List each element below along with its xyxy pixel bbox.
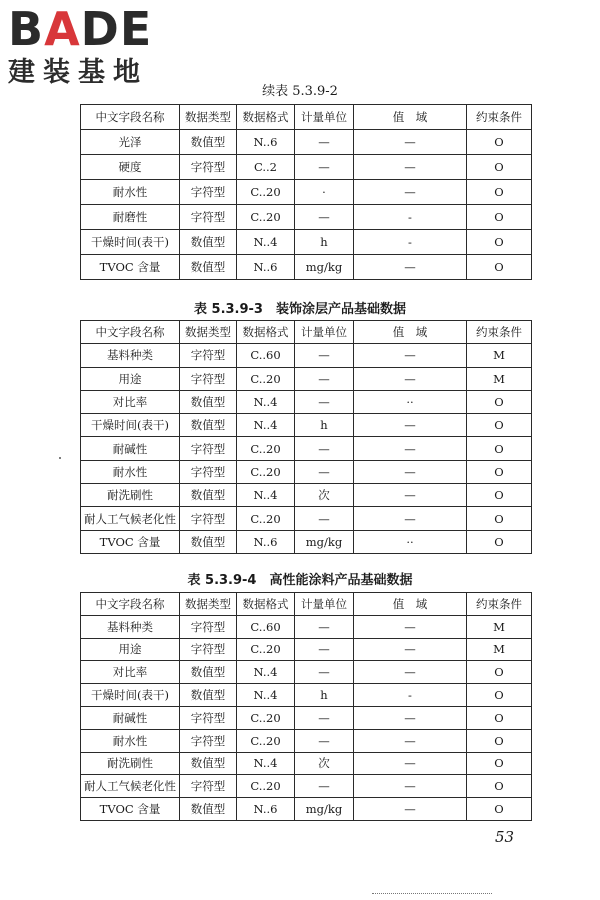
cell-data-type: 字符型 [180, 706, 237, 729]
header-field-name: 中文字段名称 [81, 321, 180, 344]
cell-data-format: N..4 [237, 684, 295, 707]
header-constraint: 约束条件 [467, 105, 532, 130]
header-value-domain: 值 域 [354, 321, 467, 344]
cell-data-type: 数值型 [180, 414, 237, 437]
cell-value-domain: - [354, 205, 467, 230]
cell-value-domain: — [354, 367, 467, 390]
cell-unit: — [295, 661, 354, 684]
cell-unit: — [295, 775, 354, 798]
header-data-format: 数据格式 [237, 321, 295, 344]
data-table-3 [80, 592, 532, 821]
table-row [81, 638, 532, 661]
cell-data-format: C..20 [237, 775, 295, 798]
cell-field-name: 耐洗刷性 [81, 484, 180, 507]
cell-unit: — [295, 155, 354, 180]
cell-unit: mg/kg [295, 530, 354, 553]
table-row [81, 684, 532, 707]
table-row [81, 205, 532, 230]
cell-value-domain: — [354, 460, 467, 483]
cell-data-type: 数值型 [180, 484, 237, 507]
header-field-name: 中文字段名称 [81, 593, 180, 616]
cell-data-type: 数值型 [180, 752, 237, 775]
logo-letters-de: DE [80, 2, 153, 56]
table-row [81, 367, 532, 390]
cell-field-name: 用途 [81, 638, 180, 661]
cell-data-format: C..60 [237, 615, 295, 638]
cell-value-domain: — [354, 255, 467, 280]
cell-field-name: 干燥时间(表干) [81, 684, 180, 707]
cell-field-name: 耐水性 [81, 729, 180, 752]
table-row [81, 798, 532, 821]
cell-constraint: M [467, 638, 532, 661]
table-header-row [81, 321, 532, 344]
table-row [81, 180, 532, 205]
cell-unit: · [295, 180, 354, 205]
cell-field-name: 用途 [81, 367, 180, 390]
cell-data-type: 数值型 [180, 684, 237, 707]
cell-field-name: 对比率 [81, 390, 180, 413]
cell-data-format: N..4 [237, 661, 295, 684]
cell-data-format: N..4 [237, 414, 295, 437]
cell-data-format: C..20 [237, 507, 295, 530]
header-unit: 计量单位 [295, 105, 354, 130]
cell-data-format: C..20 [237, 367, 295, 390]
cell-constraint: O [467, 155, 532, 180]
table-row [81, 729, 532, 752]
cell-value-domain: — [354, 414, 467, 437]
header-field-name: 中文字段名称 [81, 105, 180, 130]
cell-data-format: C..20 [237, 706, 295, 729]
table-row [81, 155, 532, 180]
cell-constraint: O [467, 661, 532, 684]
cell-constraint: M [467, 344, 532, 367]
cell-unit: — [295, 130, 354, 155]
cell-field-name: 耐水性 [81, 460, 180, 483]
table-row [81, 460, 532, 483]
cell-field-name: 基料种类 [81, 344, 180, 367]
header-constraint: 约束条件 [467, 593, 532, 616]
cell-value-domain: — [354, 155, 467, 180]
table-row [81, 414, 532, 437]
cell-value-domain: - [354, 230, 467, 255]
cell-data-type: 数值型 [180, 230, 237, 255]
cell-unit: — [295, 390, 354, 413]
table-row [81, 390, 532, 413]
logo-wordmark [8, 4, 178, 54]
cell-unit: 次 [295, 752, 354, 775]
cell-data-type: 数值型 [180, 130, 237, 155]
cell-field-name: 干燥时间(表干) [81, 230, 180, 255]
cell-value-domain: — [354, 706, 467, 729]
cell-value-domain: — [354, 130, 467, 155]
cell-data-format: C..20 [237, 729, 295, 752]
cell-unit: — [295, 615, 354, 638]
cell-data-format: N..4 [237, 230, 295, 255]
cell-value-domain: — [354, 752, 467, 775]
cell-constraint: O [467, 530, 532, 553]
table-caption-3: 表 5.3.9-4 高性能涂料产品基础数据 [187, 573, 413, 588]
table-row [81, 344, 532, 367]
cell-constraint: O [467, 205, 532, 230]
cell-data-type: 字符型 [180, 729, 237, 752]
cell-unit: mg/kg [295, 798, 354, 821]
table-row [81, 752, 532, 775]
cell-value-domain: — [354, 484, 467, 507]
cell-field-name: 耐磨性 [81, 205, 180, 230]
cell-constraint: M [467, 367, 532, 390]
cell-constraint: O [467, 414, 532, 437]
table-row [81, 130, 532, 155]
cell-value-domain: ·· [354, 390, 467, 413]
header-constraint: 约束条件 [467, 321, 532, 344]
cell-field-name: 硬度 [81, 155, 180, 180]
table-row [81, 437, 532, 460]
cell-constraint: O [467, 706, 532, 729]
cell-constraint: O [467, 775, 532, 798]
cell-field-name: 耐水性 [81, 180, 180, 205]
cell-constraint: O [467, 255, 532, 280]
cell-data-type: 数值型 [180, 530, 237, 553]
cell-data-type: 数值型 [180, 798, 237, 821]
cell-data-type: 数值型 [180, 255, 237, 280]
cell-value-domain: — [354, 775, 467, 798]
logo-letter-b: B [8, 2, 45, 56]
cell-data-format: C..20 [237, 437, 295, 460]
cell-data-type: 字符型 [180, 507, 237, 530]
cell-data-type: 字符型 [180, 205, 237, 230]
cell-value-domain: — [354, 437, 467, 460]
cell-data-type: 字符型 [180, 775, 237, 798]
table-row [81, 775, 532, 798]
cell-field-name: 耐洗刷性 [81, 752, 180, 775]
table-row [81, 706, 532, 729]
header-value-domain: 值 域 [354, 593, 467, 616]
cell-constraint: O [467, 437, 532, 460]
cell-constraint: O [467, 729, 532, 752]
cell-data-format: C..2 [237, 155, 295, 180]
cell-field-name: 耐人工气候老化性 [81, 507, 180, 530]
cell-data-type: 字符型 [180, 615, 237, 638]
scan-dot [59, 457, 61, 459]
cell-field-name: 耐人工气候老化性 [81, 775, 180, 798]
cell-field-name: 耐碱性 [81, 437, 180, 460]
cell-unit: 次 [295, 484, 354, 507]
page-number: 53 [495, 828, 515, 846]
cell-unit: — [295, 460, 354, 483]
cell-constraint: O [467, 684, 532, 707]
cell-data-format: C..60 [237, 344, 295, 367]
cell-field-name: 基料种类 [81, 615, 180, 638]
table-caption-2: 表 5.3.9-3 装饰涂层产品基础数据 [194, 302, 406, 317]
table-row [81, 530, 532, 553]
data-table-2 [80, 320, 532, 554]
cell-unit: — [295, 729, 354, 752]
table-row [81, 615, 532, 638]
table-row [81, 230, 532, 255]
header-unit: 计量单位 [295, 321, 354, 344]
cell-field-name: TVOC 含量 [81, 798, 180, 821]
cell-unit: — [295, 706, 354, 729]
cell-unit: — [295, 507, 354, 530]
cell-data-type: 字符型 [180, 638, 237, 661]
cell-constraint: O [467, 230, 532, 255]
cell-data-format: C..20 [237, 205, 295, 230]
cell-data-type: 数值型 [180, 390, 237, 413]
cell-data-type: 数值型 [180, 661, 237, 684]
header-data-type: 数据类型 [180, 105, 237, 130]
cell-constraint: O [467, 180, 532, 205]
cell-value-domain: ·· [354, 530, 467, 553]
cell-unit: h [295, 230, 354, 255]
header-unit: 计量单位 [295, 593, 354, 616]
cell-unit: — [295, 367, 354, 390]
cell-data-format: N..4 [237, 484, 295, 507]
cell-constraint: O [467, 507, 532, 530]
header-data-type: 数据类型 [180, 321, 237, 344]
cell-value-domain: — [354, 661, 467, 684]
cell-constraint: O [467, 752, 532, 775]
logo-letter-a: A [44, 2, 81, 56]
cell-data-format: N..6 [237, 530, 295, 553]
header-data-type: 数据类型 [180, 593, 237, 616]
cell-value-domain: — [354, 798, 467, 821]
cell-data-format: N..4 [237, 752, 295, 775]
cell-value-domain: — [354, 344, 467, 367]
cell-constraint: O [467, 460, 532, 483]
cell-data-type: 字符型 [180, 155, 237, 180]
logo-subtitle: 建装基地 [8, 57, 148, 88]
cell-unit: — [295, 205, 354, 230]
cell-field-name: TVOC 含量 [81, 530, 180, 553]
bottom-rule [372, 893, 492, 894]
cell-unit: — [295, 638, 354, 661]
cell-field-name: 光泽 [81, 130, 180, 155]
cell-data-type: 字符型 [180, 180, 237, 205]
cell-data-format: C..20 [237, 460, 295, 483]
cell-constraint: O [467, 798, 532, 821]
cell-value-domain: — [354, 180, 467, 205]
cell-constraint: O [467, 484, 532, 507]
cell-value-domain: — [354, 615, 467, 638]
cell-data-type: 字符型 [180, 437, 237, 460]
cell-field-name: 对比率 [81, 661, 180, 684]
table-row [81, 661, 532, 684]
table-header-row [81, 593, 532, 616]
cell-field-name: TVOC 含量 [81, 255, 180, 280]
cell-data-format: N..6 [237, 798, 295, 821]
header-value-domain: 值 域 [354, 105, 467, 130]
cell-data-format: C..20 [237, 638, 295, 661]
cell-unit: — [295, 437, 354, 460]
cell-value-domain: — [354, 729, 467, 752]
cell-data-format: N..6 [237, 130, 295, 155]
cell-data-type: 字符型 [180, 460, 237, 483]
cell-data-type: 字符型 [180, 344, 237, 367]
cell-data-type: 字符型 [180, 367, 237, 390]
table-row [81, 255, 532, 280]
cell-constraint: O [467, 130, 532, 155]
table-row [81, 484, 532, 507]
cell-unit: mg/kg [295, 255, 354, 280]
cell-unit: h [295, 684, 354, 707]
cell-data-format: C..20 [237, 180, 295, 205]
cell-value-domain: — [354, 638, 467, 661]
data-table-1 [80, 104, 532, 280]
cell-value-domain: - [354, 684, 467, 707]
table-header-row [81, 105, 532, 130]
table-row [81, 507, 532, 530]
cell-data-format: N..6 [237, 255, 295, 280]
cell-data-format: N..4 [237, 390, 295, 413]
cell-unit: h [295, 414, 354, 437]
cell-constraint: O [467, 390, 532, 413]
cell-field-name: 干燥时间(表干) [81, 414, 180, 437]
table-caption-1: 续表 5.3.9-2 [262, 84, 338, 99]
cell-field-name: 耐碱性 [81, 706, 180, 729]
cell-value-domain: — [354, 507, 467, 530]
header-data-format: 数据格式 [237, 105, 295, 130]
cell-unit: — [295, 344, 354, 367]
header-data-format: 数据格式 [237, 593, 295, 616]
cell-constraint: M [467, 615, 532, 638]
